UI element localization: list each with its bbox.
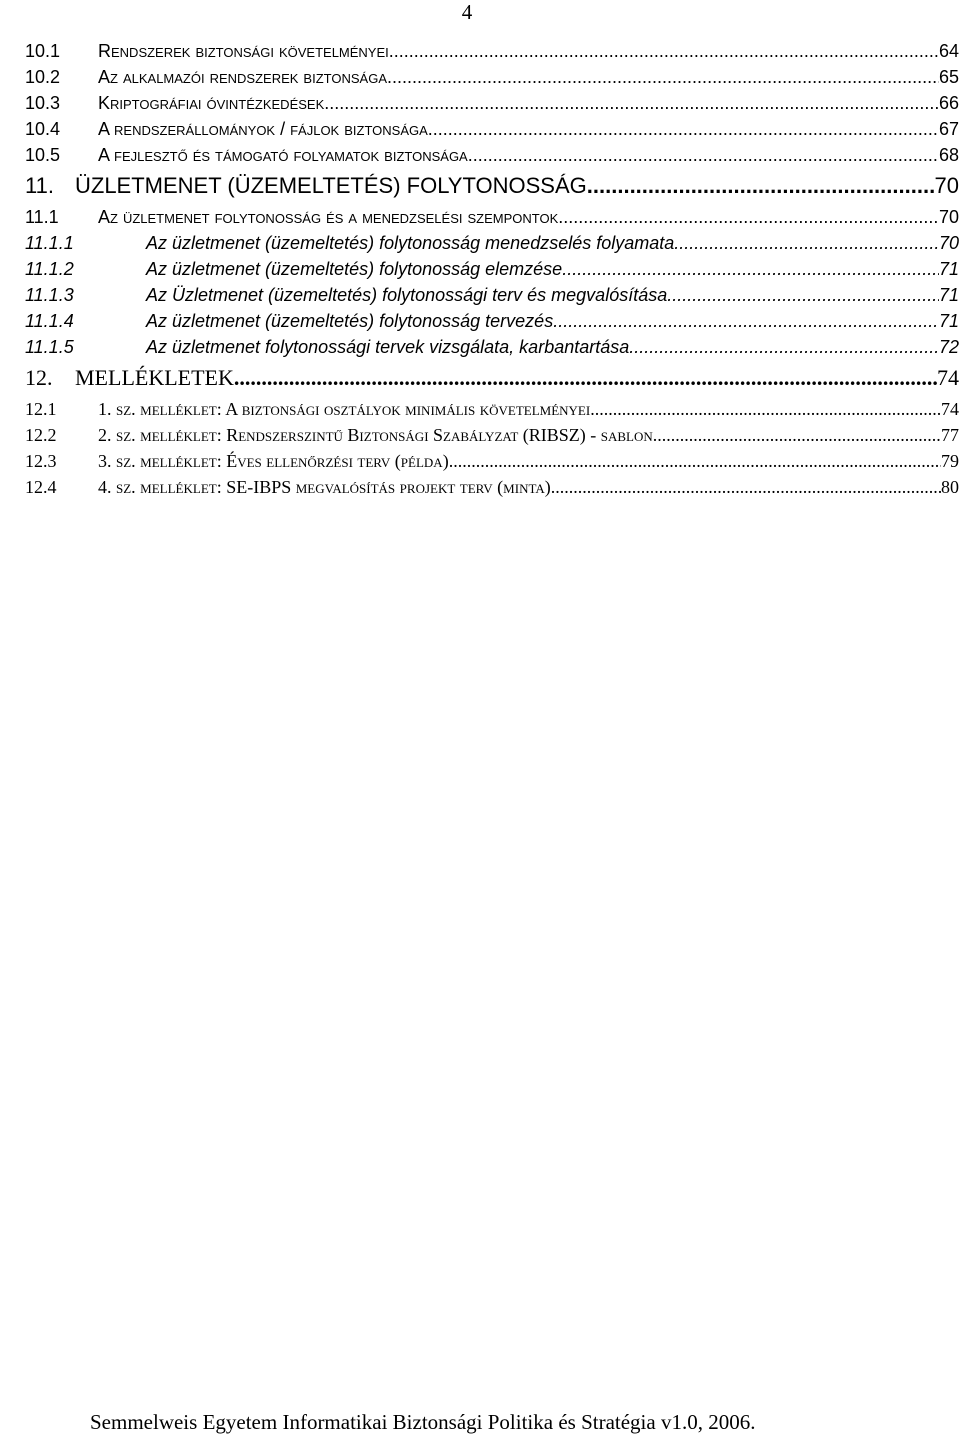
toc-entry[interactable] [25, 448, 959, 474]
entry-number: 11. [25, 173, 54, 198]
entry-title: 2. sz. melléklet: Rendszerszintű Biztonsági Szabályzat (RIBSZ) - sablon [98, 425, 653, 445]
entry-title: Az alkalmazói rendszerek biztonsága [98, 67, 387, 87]
entry-page: 71 [938, 311, 959, 331]
entry-title: Az üzletmenet folytonosság és a menedzselési szempontok [98, 207, 559, 227]
entry-number: 10.4 [25, 119, 61, 139]
toc-subentry[interactable] [25, 334, 959, 360]
toc-entry[interactable] [25, 64, 959, 90]
entry-number: 11.1.2 [25, 259, 74, 279]
entry-title: Az Üzletmenet (üzemeltetés) folytonossági terv és megvalósítása [146, 285, 668, 305]
entry-title: Az üzletmenet folytonossági tervek vizsgálata, karbantartása [146, 337, 630, 357]
table-of-contents [25, 38, 959, 500]
entry-page: 67 [938, 119, 959, 139]
entry-number: 11.1.5 [25, 337, 74, 357]
entry-page: 70 [934, 173, 959, 198]
dot-leader [562, 256, 939, 282]
entry-page: 71 [938, 285, 959, 305]
entry-page: 74 [937, 365, 959, 390]
entry-page: 80 [941, 477, 959, 497]
entry-page: 74 [941, 399, 959, 419]
entry-number: 12.1 [25, 399, 57, 419]
toc-entry[interactable] [25, 116, 959, 142]
dot-leader [324, 90, 939, 116]
entry-page: 68 [938, 145, 959, 165]
entry-title: Kriptográfiai óvintézkedések [98, 93, 325, 113]
entry-title: A fejlesztő és támogató folyamatok biztonsága [98, 145, 468, 165]
dot-leader [629, 334, 939, 360]
toc-subentry[interactable] [25, 308, 959, 334]
toc-subentry[interactable] [25, 256, 959, 282]
entry-title: 4. sz. melléklet: SE-IBPS megvalósítás projekt terv (minta) [98, 477, 551, 497]
dot-leader [468, 142, 939, 168]
toc-entry[interactable] [25, 474, 959, 500]
dot-leader [590, 396, 941, 422]
entry-number: 11.1.1 [25, 233, 74, 253]
toc-subentry[interactable] [25, 282, 959, 308]
dot-leader [674, 230, 939, 256]
entry-page: 70 [938, 233, 959, 253]
dot-leader [553, 308, 939, 334]
entry-page: 72 [938, 337, 959, 357]
entry-title: ÜZLETMENET (ÜZEMELTETÉS) FOLYTONOSSÁG [75, 173, 587, 198]
entry-number: 11.1.4 [25, 311, 74, 331]
toc-entry[interactable] [25, 38, 959, 64]
entry-page: 77 [941, 425, 959, 445]
entry-number: 10.1 [25, 41, 61, 61]
toc-heading-entry[interactable] [25, 360, 959, 396]
entry-title: MELLÉKLETEK [75, 365, 234, 390]
entry-number: 10.5 [25, 145, 61, 165]
entry-number: 11.1 [25, 207, 59, 227]
dot-leader [558, 204, 939, 230]
entry-page: 64 [938, 41, 959, 61]
toc-entry[interactable] [25, 90, 959, 116]
dot-leader [667, 282, 939, 308]
dot-leader [587, 168, 935, 204]
entry-title: Az üzletmenet (üzemeltetés) folytonosság tervezés [146, 311, 554, 331]
entry-title: Az üzletmenet (üzemeltetés) folytonosság elemzése [146, 259, 563, 279]
entry-title: 1. sz. melléklet: A biztonsági osztályok minimális követelményei [98, 399, 591, 419]
dot-leader [551, 474, 941, 500]
entry-number: 12.2 [25, 425, 57, 445]
entry-page: 79 [941, 451, 959, 471]
dot-leader [387, 64, 939, 90]
entry-title: 3. sz. melléklet: Éves ellenőrzési terv (példa) [98, 451, 449, 471]
entry-number: 11.1.3 [25, 285, 74, 305]
dot-leader [449, 448, 941, 474]
entry-number: 10.3 [25, 93, 61, 113]
toc-entry[interactable] [25, 396, 959, 422]
page-number: 4 [461, 0, 473, 24]
entry-page: 70 [938, 207, 959, 227]
toc-entry[interactable] [25, 142, 959, 168]
page-footer: Semmelweis Egyetem Informatikai Biztonsági Politika és Stratégia v1.0, 2006. [90, 1410, 756, 1434]
dot-leader [653, 422, 941, 448]
entry-page: 66 [938, 93, 959, 113]
dot-leader [389, 38, 939, 64]
dot-leader [428, 116, 939, 142]
entry-number: 10.2 [25, 67, 61, 87]
toc-entry[interactable] [25, 422, 959, 448]
toc-subentry[interactable] [25, 230, 959, 256]
dot-leader [234, 360, 937, 396]
entry-number: 12.4 [25, 477, 57, 497]
toc-entry[interactable] [25, 204, 959, 230]
toc-heading-entry[interactable] [25, 168, 959, 204]
entry-page: 71 [938, 259, 959, 279]
entry-number: 12. [25, 365, 53, 390]
entry-title: Rendszerek biztonsági követelményei [98, 41, 389, 61]
entry-number: 12.3 [25, 451, 57, 471]
entry-title: Az üzletmenet (üzemeltetés) folytonosság menedzselés folyamata [146, 233, 675, 253]
entry-title: A rendszerállományok / fájlok biztonsága [98, 119, 428, 139]
entry-page: 65 [938, 67, 959, 87]
